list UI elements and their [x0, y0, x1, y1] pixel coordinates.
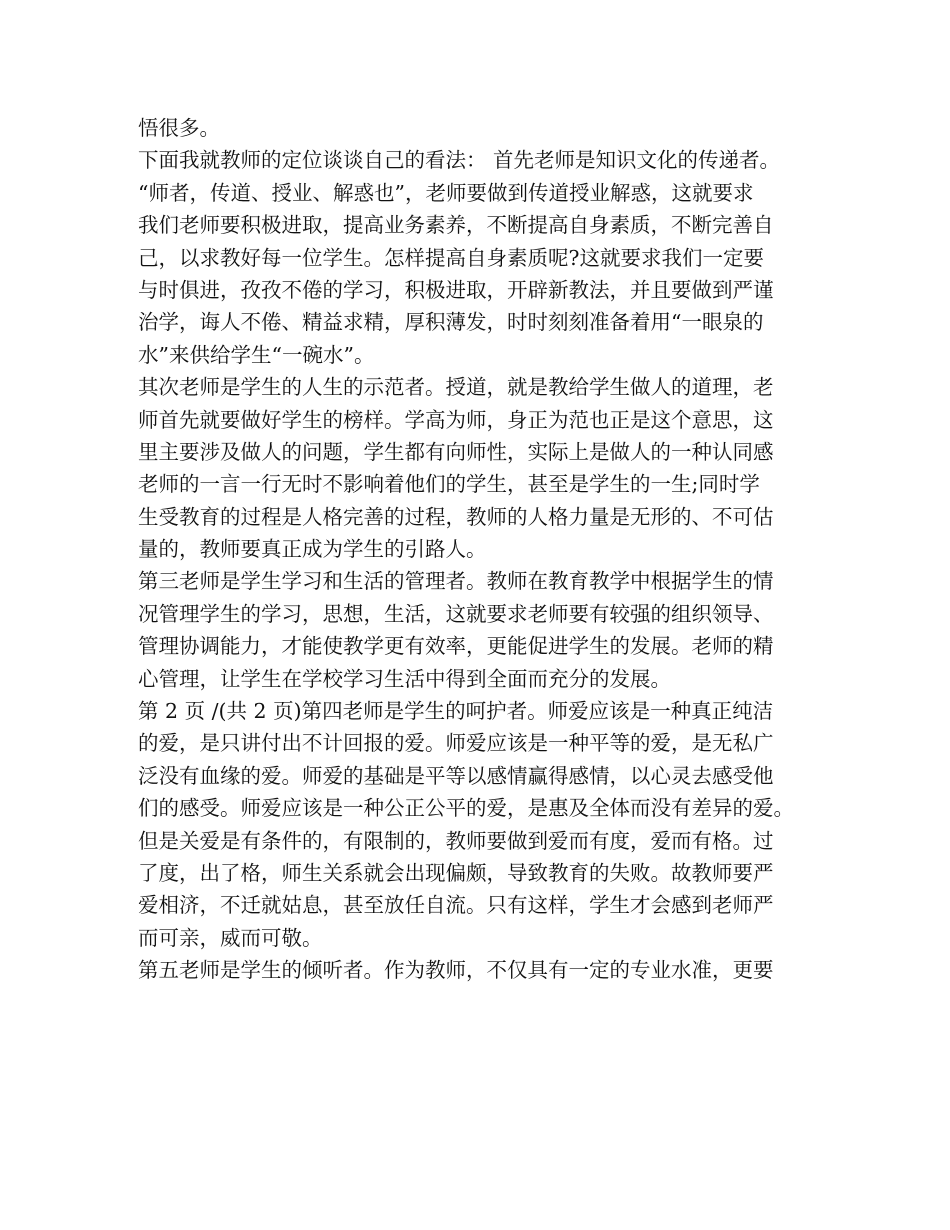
text-line: 与时俱进，孜孜不倦的学习，积极进取，开辟新教法，并且要做到严谨: [138, 277, 774, 302]
text-line: 师首先就要做好学生的榜样。学高为师，身正为范也正是这个意思，这: [138, 407, 774, 432]
text-line: 里主要涉及做人的问题，学生都有向师性，实际上是做人的一种认同感: [138, 439, 774, 464]
text-line: 老师的一言一行无时不影响着他们的学生，甚至是学生的一生;同时学: [138, 472, 760, 497]
text-line: 第三老师是学生学习和生活的管理者。教师在教育教学中根据学生的情: [138, 569, 774, 594]
text-line: 们的感受。师爱应该是一种公正公平的爱，是惠及全体而没有差异的爱。: [138, 796, 794, 821]
text-line: 而可亲，威而可敬。: [138, 925, 323, 950]
text-line: 了度，出了格，师生关系就会出现偏颇，导致教育的失败。故教师要严: [138, 860, 774, 885]
text-line: 悟很多。: [138, 116, 220, 140]
text-line: 心管理，让学生在学校学习生活中得到全面而充分的发展。: [138, 666, 671, 691]
text-line: 水”来供给学生“一碗水”。: [138, 342, 375, 367]
text-line: 但是关爱是有条件的，有限制的，教师要做到爱而有度，爱而有格。过: [138, 828, 774, 853]
text-line: 生受教育的过程是人格完善的过程，教师的人格力量是无形的、不可估: [138, 504, 774, 529]
text-line-page-marker: 第 2 页 /(共 2 页)第四老师是学生的呵护者。师爱应该是一种真正纯洁: [138, 699, 774, 724]
text-line: 其次老师是学生的人生的示范者。授道，就是教给学生做人的道理，老: [138, 375, 774, 400]
document-body-text: [138, 112, 828, 987]
text-line: 治学，诲人不倦、精益求精，厚积薄发，时时刻刻准备着用“一眼泉的: [138, 310, 764, 335]
text-line: 管理协调能力，才能使教学更有效率，更能促进学生的发展。老师的精: [138, 634, 774, 659]
text-line: 况管理学生的学习，思想，生活，这就要求老师要有较强的组织领导、: [138, 601, 774, 626]
text-line: “师者，传道、授业、解惑也”，老师要做到传道授业解惑，这就要求: [138, 180, 754, 205]
text-line: 己，以求教好每一位学生。怎样提高自身素质呢?这就要求我们一定要: [138, 245, 764, 270]
text-line: 的爱，是只讲付出不计回报的爱。师爱应该是一种平等的爱，是无私广: [138, 731, 774, 756]
text-line: 爱相济，不迁就姑息，甚至放任自流。只有这样，学生才会感到老师严: [138, 893, 774, 918]
text-line: 下面我就教师的定位谈谈自己的看法： 首先老师是知识文化的传递者。: [138, 148, 781, 173]
text-line: 第五老师是学生的倾听者。作为教师，不仅具有一定的专业水准，更要: [138, 958, 774, 983]
text-line: 我们老师要积极进取，提高业务素养，不断提高自身素质，不断完善自: [138, 213, 774, 238]
text-line: 量的，教师要真正成为学生的引路人。: [138, 537, 487, 562]
text-line: 泛没有血缘的爱。师爱的基础是平等以感情赢得感情，以心灵去感受他: [138, 763, 774, 788]
